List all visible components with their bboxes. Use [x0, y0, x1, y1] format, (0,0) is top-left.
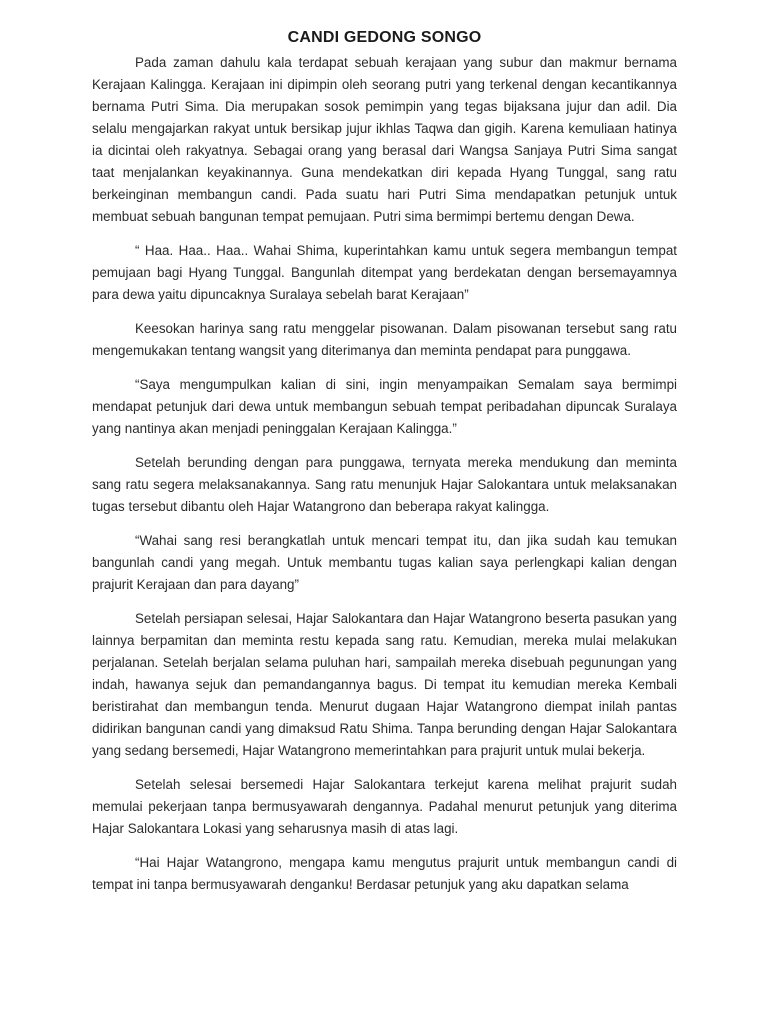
document-title: CANDI GEDONG SONGO: [287, 29, 482, 46]
paragraph-1: Pada zaman dahulu kala terdapat sebuah kerajaan yang subur dan makmur bernama Kerajaan Kalingga. Kerajaan ini dipimpin oleh seorang putri yang terkenal dengan kecantikannya bernama Putri Sima. Dia merupakan sosok pemimpin yang tegas bijaksana jujur dan adil. Dia selalu mengajarkan rakyat untuk bersikap jujur ikhlas Taqwa dan gigih. Karena kemuliaan hatinya ia dicintai oleh rakyatnya. Sebagai orang yang berasal dari Wangsa Sanjaya Putri Sima sangat taat menjalankan keyakinannya. Guna mendekatkan diri kepada Hyang Tunggal, sang ratu berkeinginan membangun candi. Pada suatu hari Putri Sima mendapatkan petunjuk untuk membuat sebuah bangunan tempat pemujaan. Putri sima bermimpi bertemu dengan Dewa.: [92, 55, 677, 224]
document-page: [92, 26, 677, 896]
paragraph-9: “Hai Hajar Watangrono, mengapa kamu mengutus prajurit untuk membangun candi di tempat ini tanpa bermusyawarah denganku! Berdasar petunjuk yang aku dapatkan selama: [92, 855, 677, 892]
paragraph-2: “ Haa. Haa.. Haa.. Wahai Shima, kuperintahkan kamu untuk segera membangun tempat pemujaan bagi Hyang Tunggal. Bangunlah ditempat yang berdekatan dengan bersemayamnya para dewa yaitu dipuncaknya Suralaya sebelah barat Kerajaan”: [92, 243, 677, 302]
paragraph-7: Setelah persiapan selesai, Hajar Salokantara dan Hajar Watangrono beserta pasukan yang lainnya berpamitan dan meminta restu kepada sang ratu. Kemudian, mereka mulai melakukan perjalanan. Setelah berjalan selama puluhan hari, sampailah mereka disebuah pegunungan yang indah, hawanya sejuk dan pemandangannya bagus. Di tempat itu kemudian mereka Kembali beristirahat dan membangun tenda. Menurut dugaan Hajar Watangrono diempat inilah pantas didirikan bangunan candi yang dimaksud Ratu Shima. Tanpa berunding dengan Hajar Salokantara yang sedang bersemedi, Hajar Watangrono memerintahkan para prajurit untuk mulai bekerja.: [92, 611, 677, 758]
paragraph-5: Setelah berunding dengan para punggawa, ternyata mereka mendukung dan meminta sang ratu segera melaksanakannya. Sang ratu menunjuk Hajar Salokantara untuk melaksanakan tugas tersebut dibantu oleh Hajar Watangrono dan beberapa rakyat kalingga.: [92, 455, 677, 514]
paragraph-8: Setelah selesai bersemedi Hajar Salokantara terkejut karena melihat prajurit sudah memulai pekerjaan tanpa bermusyawarah dengannya. Padahal menurut petunjuk yang diterima Hajar Salokantara Lokasi yang seharusnya masih di atas lagi.: [92, 777, 677, 836]
paragraph-3: Keesokan harinya sang ratu menggelar pisowanan. Dalam pisowanan tersebut sang ratu mengemukakan tentang wangsit yang diterimanya dan meminta pendapat para punggawa.: [92, 321, 677, 358]
paragraph-6: “Wahai sang resi berangkatlah untuk mencari tempat itu, dan jika sudah kau temukan bangunlah candi yang megah. Untuk membantu tugas kalian saya perlengkapi kalian dengan prajurit Kerajaan dan para dayang”: [92, 533, 677, 592]
paragraph-4: “Saya mengumpulkan kalian di sini, ingin menyampaikan Semalam saya bermimpi mendapat petunjuk dari dewa untuk membangun sebuah tempat peribadahan dipuncak Suralaya yang nantinya akan menjadi peninggalan Kerajaan Kalingga.”: [92, 377, 677, 436]
